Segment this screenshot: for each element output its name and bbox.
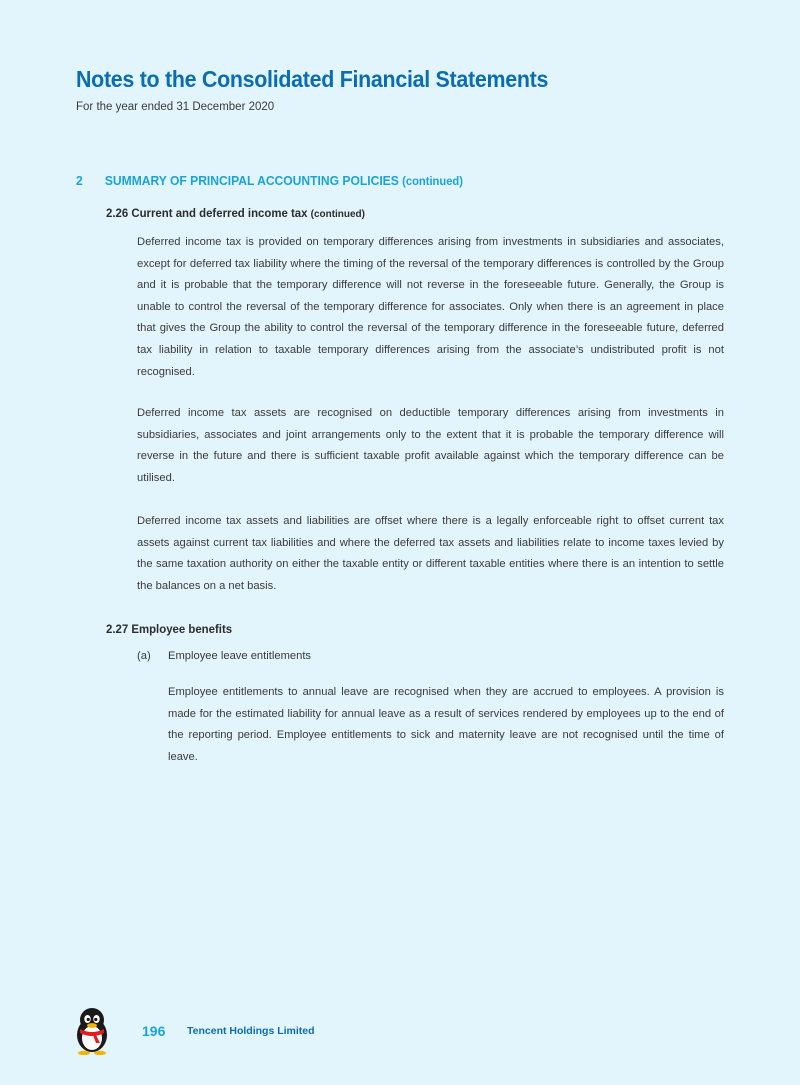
list-item-marker: (a) [137, 650, 151, 662]
paragraph-deferred-tax-3: Deferred income tax assets and liabilities are offset where there is a legally enforceable right to offset current tax assets against current tax liabilities and where the deferred tax assets and liabilities relate to income taxes levied by the same taxation authority on either the taxable entity or different taxable entities where there is an intention to settle the balances on a net basis. [137, 515, 724, 592]
penguin-logo-icon [73, 1007, 111, 1055]
subsection-title: 2.26 Current and deferred income tax [106, 206, 308, 220]
page-title: Notes to the Consolidated Financial Statements [76, 66, 549, 92]
company-name: Tencent Holdings Limited [187, 1025, 315, 1037]
section-number: 2 [76, 173, 83, 188]
section-title: SUMMARY OF PRINCIPAL ACCOUNTING POLICIES [104, 173, 399, 188]
section-heading [76, 173, 463, 188]
page-subtitle: For the year ended 31 December 2020 [76, 101, 275, 113]
subsection-heading-2-27 [106, 622, 232, 636]
subsection-continued: (continued) [310, 208, 365, 220]
subsection-title: 2.27 Employee benefits [106, 622, 233, 636]
list-item-title: Employee leave entitlements [168, 650, 312, 662]
paragraph-deferred-tax-1: Deferred income tax is provided on temporary differences arising from investments in subsidiaries and associates, except for deferred tax liability where the timing of the reversal of the temporary differences is controlled by the Group and it is probable that the temporary difference will not reverse in the foreseeable future. Generally, the Group is unable to control the reversal of the temporary difference for associates. Only when there is an agreement in place that gives the Group the ability to control the reversal of the temporary difference in the foreseeable future, deferred tax liability in relation to taxable temporary differences arising from the associate’s undistributed profit is not recognised. [137, 236, 724, 378]
subsection-heading-2-26 [106, 206, 365, 220]
paragraph-employee-leave: Employee entitlements to annual leave are recognised when they are accrued to employees. A provision is made for the estimated liability for annual leave as a result of services rendered by employees up to the end of the reporting period. Employee entitlements to sick and maternity leave are not recognised until the time of leave. [168, 686, 724, 763]
page-number: 196 [142, 1023, 166, 1039]
paragraph-deferred-tax-2: Deferred income tax assets are recognised on deductible temporary differences arising from investments in subsidiaries, associates and joint arrangements only to the extent that it is probable the temporary difference will reverse in the future and there is sufficient taxable profit available against which the temporary difference can be utilised. [137, 407, 724, 484]
section-continued: (continued) [402, 174, 463, 188]
